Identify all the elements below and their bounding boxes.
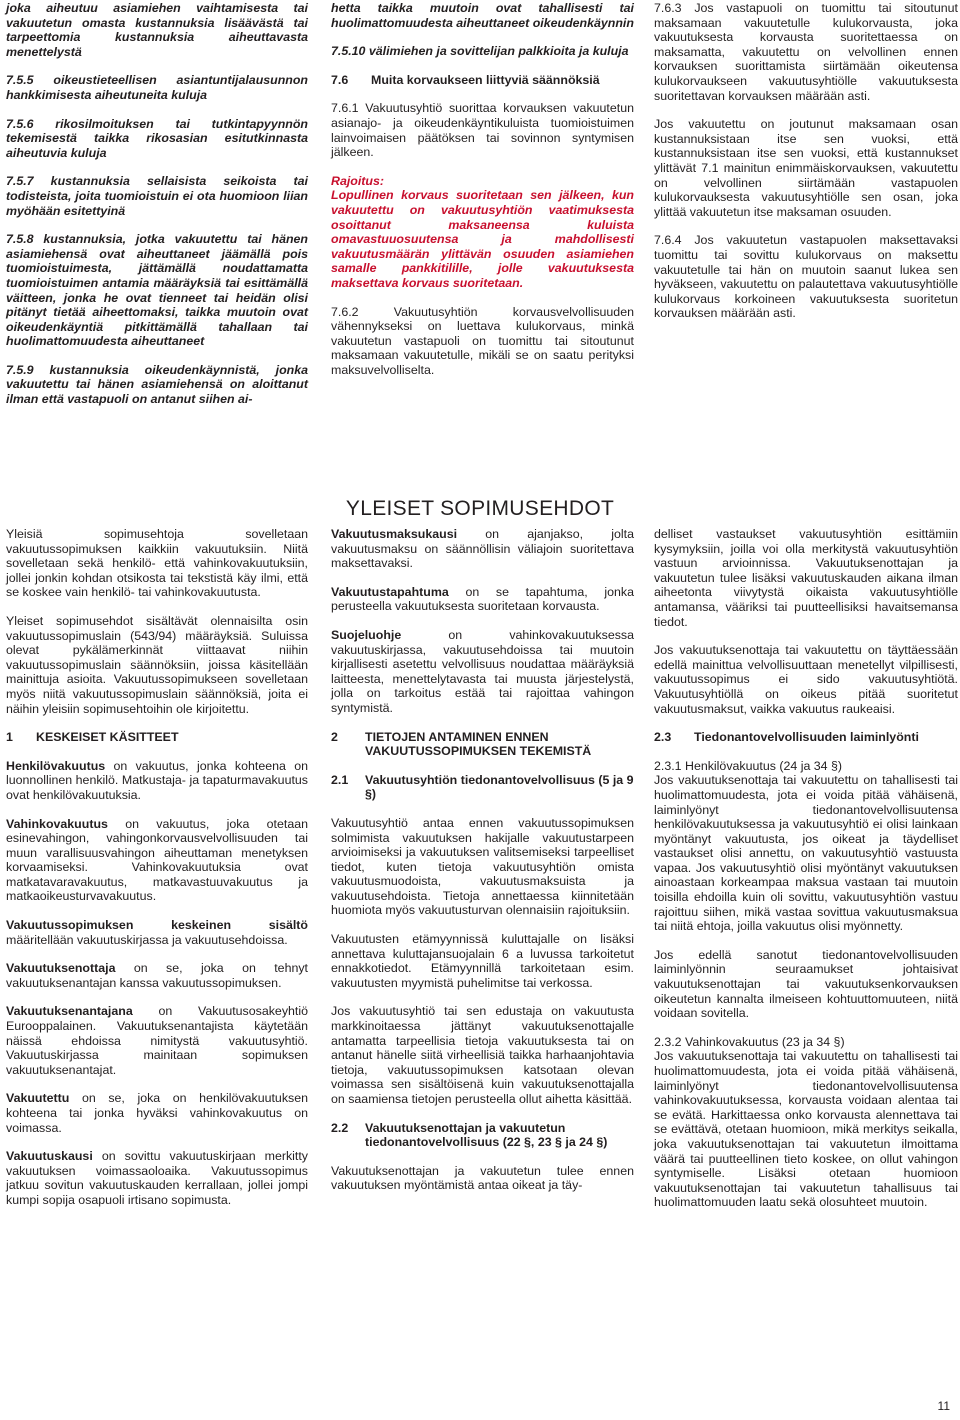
section-heading [654,730,958,745]
restriction-note [331,174,634,291]
definition [6,1004,308,1077]
heading-number: 2.1 [331,772,349,787]
paragraph-text: 7.6.1 Vakuutusyhtiö suorittaa korvauksen vakuutetun asianajo- ja oikeudenkäyntikuluista tuomioistuimen lainvoimaisen päätöksen tai sovinnon syntymisen jälkeen. [331,101,634,160]
paragraph [654,948,958,1021]
page-number: 11 [937,1399,950,1413]
restriction-text: Lopullinen korvaus suoritetaan sen jälkeen, kun vakuutettu on vakuutusyhtiön vaatimuksesta osoittanut maksaneensa kuluista omavastuuosuutensa ja mahdollisesti vakuutusmäärän ylittävän osuuden asiamiehen samalle pankkitilille, jolle vakuutuksesta maksettava korvaus suoritetaan. [331,188,634,290]
definition-term: Vakuutusmaksukausi [331,527,458,541]
heading-text: Tiedonantovelvollisuuden laiminlyönti [694,730,919,745]
italic-clause: 7.5.6 rikosilmoituksen tai tutkintapyynnön tekemisestä taikka rikosasian esitutkinnasta aiheutuvia kuluja [6,116,308,160]
bottom-column-3 [654,527,958,1224]
definition [6,918,308,947]
paragraph [331,1004,634,1106]
paragraph [654,527,958,629]
definition-text: on ajanjakso, jolta vakuutusmaksu on säännöllisin väliajoin suoritettava maksettavaksi. [331,527,634,571]
paragraph-text: Vakuutusyhtiö antaa ennen vakuutussopimuksen solmimista vakuutuksen hakijalle vakuutustarpeen arvioimiseksi ja vakuutuksen valitsemiseksi tarpeelliset tiedot, kuten tietoja vakuutusyhtiön omista vakuutusmuodoista, vakuutusmaksuista ja vakuutusehdoista. Tietoja annettaessa kiinnitetään huomiota myös vakuutusturvan olennaisiin rajoituksiin. [331,815,634,918]
definition-term: Vahinkovakuutus [6,816,108,831]
section-heading [331,73,634,88]
paragraph [654,1,958,103]
paragraph-text: 2.3.1 Henkilövakuutus (24 ja 34 §) [654,758,843,773]
paragraph-text: Yleisiä sopimusehtoja sovelletaan vakuutussopimuksen kaikkiin vakuutuksiin. Niitä sovelletaan sekä henkilö- että vahinkovakuutuksiin, jollei jonkin kohdan otsikosta tai tekstistä käy ilmi, että se koskee vain henkilö- tai vahinkovakuutusta. [6,527,308,600]
paragraph [331,932,634,990]
paragraph-text: 7.6.4 Jos vakuutetun vastapuolen maksettavaksi tuomittu tai sovittu kulukorvaus on maksettu vakuutetulle tai hän on muutoin saanut lukea sen hyväkseen, vakuutettu on palautettava vakuutusyhtiölle kulukorvaus korkoineen vakuutuksesta suoritetun korvauksen määrään asti. [654,233,958,321]
paragraph-text: Jos vakuutusyhtiö tai sen edustaja on vakuutusta markkinoitaessa jättänyt vakuutuksenottajalle antamatta tarpeellisia tietoja vakuutuksesta tai on antanut hänelle siitä virheellisiä taikka harhaanjohtavia tietoja, vakuutussopimuksen katsotaan olevan voimassa sen sisältöisenä kuin vakuutuksenottajalla on saamiensa tietojen perusteella ollut aihetta käsittää. [331,1004,634,1106]
section-heading [331,1121,634,1150]
paragraph-text: Jos vakuutuksenottaja tai vakuutettu on tahallisesti tai huolimattomuudesta, jota ei voida pitää vähäisenä, laiminlyönyt tiedonantovelvollisuutensa vahinkovakuutuksessa, korvausta voidaan alentaa tai se evätä. Harkittaessa onko korvausta alennettava tai se evättävä, otetaan huomioon, mikä merkitys seikalla, joka vakuutuksenottajan tai vakuutetun ilmoittama väärä tai puutteellinen tieto koskee, on ollut vahingon syntymiselle. Lisäksi otetaan huomioon vakuutuksenottajan tai vakuutetun tahallisuus tai huolimattomuuden laatu sekä olosuhteet muutoin. [654,1049,958,1210]
heading-number: 2.2 [331,1120,349,1135]
definition [331,585,634,614]
heading-text: KESKEISET KÄSITTEET [36,730,179,745]
paragraph [654,233,958,321]
definition-term: Henkilövakuutus [6,758,106,773]
paragraph-text: Jos vakuutuksenottaja tai vakuutettu on tahallisesti tai huolimattomuudesta, jota ei voida pitää vähäisenä, laiminlyönyt tiedonantovelvollisuutensa henkilövakuutuksessa ja vakuutusyhtiö ei olisi lainkaan myöntänyt vakuutusta, jos oikeat ja täydelliset vastaukset olisi annettu, on vakuutusyhtiö vastuusta vapaa. Jos vakuutusyhtiö olisi myöntänyt vakuutuksen ainoastaan korkeampaa maksua vastaan tai muutoin toisilla ehdoilla kuin oli sovittu, vakuutusyhtiön vastuu rajoittuu siihen, mikä vastaa sovittua vakuutusmaksua tai niitä ehtoja, joilla vakuutus olisi myönnetty. [654,773,958,934]
paragraph-text: Jos edellä sanotut tiedonantovelvollisuuden laiminlyönnin seuraamukset johtaisivat vakuutuksenottajan tai vakuutuksenkorvauksen oikeutetun kannalta ilmeiseen kohtuuttomuuteen, niitä voidaan sovitella. [654,947,958,1021]
paragraph [654,1035,958,1210]
bottom-column-1 [6,527,308,1222]
heading-number: 2.3 [654,730,672,745]
definition [6,817,308,905]
definition [6,1149,308,1207]
paragraph [654,643,958,716]
definition-text: on vahinkovakuutuksessa vakuutuskirjassa, vakuutusehdoissa tai muutoin kirjallisesti asetettu velvollisuus noudattaa määräyksiä laitteesta, menettelytavasta tai muusta järjestelystä, jolla on tarkoitus estää tai rajoittaa vahingon syntymistä. [331,627,634,715]
section-heading [6,730,308,745]
definition-text: on sovittu vakuutuskirjaan merkitty vakuutuksen voimassaoloaika. Vakuutussopimus jatkuu sovitun vakuutuskauden kerrallaan, jollei jompi kumpi sopija osapuoli irtisano sopimusta. [6,1149,308,1207]
italic-clause: joka aiheutuu asiamiehen vaihtamisesta tai vakuutetun omasta kustannuksia lisäävästä tai tarpeettomia kustannuksia aiheuttavasta menettelystä [6,1,308,59]
definition-text: on vakuutus, jonka kohteena on luonnollinen henkilö. Matkustaja- ja tapaturmavakuutus ovat henkilövakuutuksia. [6,758,308,802]
italic-clause: 7.5.9 kustannuksia oikeudenkäynnistä, jonka vakuutettu tai hänen asiamiehensä on aloittanut ilman että vastapuoli on antanut siihen ai- [6,362,308,407]
heading-number: 7.6 [331,72,349,87]
definition-text: on vakuutus, joka otetaan esinevahingon, vahingonkorvausvelvollisuuden tai muun varallisuusvahingon aiheuttaman menetyksen korvaamiseksi. Vahinkovakuutuksia ovat matkatavaravakuutus, matkavastuuvakuutus ja matkaoikeusturvavakuutus. [6,816,308,904]
heading-text: Vakuutusyhtiön tiedonantovelvollisuus (5 ja 9 §) [365,772,634,802]
italic-clause: 7.5.7 kustannuksia sellaisista seikoista tai todisteista, joita tuomioistuin ei ota huomioon liian myöhään esitettyinä [6,174,308,218]
bottom-column-2 [331,527,634,1207]
italic-clause: 7.5.5 oikeustieteellisen asiantuntijalausunnon hankkimisesta aiheutuneita kuluja [6,73,308,102]
paragraph [331,1164,634,1193]
definition [331,628,634,716]
paragraph-text: Jos vakuutuksenottaja tai vakuutettu on täyttäessään edellä mainittua velvollisuuttaan menetellyt vilpillisesti, vakuutussopimus ei sido vakuutusyhtiötä. Vakuutusyhtiöllä on oikeus pitää suoritetut vakuutusmaksut, vaikka vakuutus raukeaisi. [654,643,958,716]
definition [6,961,308,990]
heading-number: 1 [6,730,13,745]
restriction-label: Rajoitus: [331,173,385,188]
paragraph [331,305,634,378]
definition-text: on Vakuutusosakeyhtiö Eurooppalainen. Vakuutuksenantajista käytetään näissä ehdoissa nimitystä vakuutusyhtiö. Vakuutuskirjassa mainitaan sopimuksen vakuutuksenantajat. [6,1004,308,1077]
definition-term: Vakuutussopimuksen keskeinen sisältö [6,918,308,933]
paragraph-text: Jos vakuutettu on joutunut maksamaan osan kustannuksistaan itse sen vuoksi, että kustannuksistaan itse sen vuoksi, että kustannukset ylittävät 7.1 mainitun enimmäiskorvauksen, vakuutettu on velvollinen siirtämään vastapuolen kulukorvauksesta vakuutusyhtiölle sen osan, joka ylittää vakuutetun itse maksaman osuuden. [654,117,958,219]
paragraph [654,759,958,934]
heading-text: Muita korvaukseen liittyviä säännöksiä [371,72,600,87]
italic-clause: hetta taikka muutoin ovat tahallisesti tai huolimattomuudesta aiheuttaneet oikeudenkäynnin [331,1,634,30]
paragraph-text: delliset vastaukset vakuutusyhtiön esittämiin kysymyksiin, joilla voi olla merkitystä vakuutusyhtiön vastuun arvioinnissa. Vakuutuksenottajan ja vakuutetun tulee lisäksi vakuutuskauden aikana ilman aiheetonta viivytystä oikaista vakuutusyhtiölle antamansa, vääriksi tai puutteellisiksi havaitsemansa tiedot. [654,527,958,629]
section-heading [331,730,634,759]
definition [6,1091,308,1135]
heading-number: 2 [331,729,338,744]
top-column-2 [331,1,634,391]
paragraph-text: 7.6.2 Vakuutusyhtiön korvausvelvollisuuden vähennykseksi on luettava kulukorvaus, minkä vakuutetun vastapuoli on tuomittu tai sitoutunut maksamaan vakuutetulle, mikäli se on saatu perityksi maksuvelvolliselta. [331,304,634,377]
paragraph-text: 7.6.3 Jos vastapuoli on tuomittu tai sitoutunut maksamaan vakuutetulle kulukorvausta, joka vakuutuksesta korvausta suoritettaessa on maksamatta, vakuutettu on velvollinen ennen korvauksen suorittamista siirtämään oikeutensa kulukorvaukseen vakuutusyhtiölle vakuutuksesta suoritettavan korvauksen määrään asti. [654,1,958,103]
definition-text: on se, joka on henkilövakuutuksen kohteena tai jonka hyväksi vahinkovakuutus on voimassa. [6,1091,308,1135]
definition-term: Vakuutettu [6,1091,70,1106]
definition-text: määritellään vakuutuskirjassa ja vakuutusehdoissa. [6,932,288,947]
definition-term: Vakuutustapahtuma [331,584,449,599]
paragraph [6,614,308,716]
top-column-3 [654,1,958,335]
paragraph-text: Vakuutusten etämyynnissä kuluttajalle on lisäksi annettava kuluttajansuojalain 6 a luvussa tarkoitetut ennakkotiedot. Etämyynnillä tarkoitetaan esim. vakuutusten myymistä puhelimitse tai verkossa. [331,932,634,990]
definition [6,759,308,803]
section-title: YLEISET SOPIMUSEHDOT [345,497,615,521]
paragraph-text: Yleiset sopimusehdot sisältävät olennaisilta osin vakuutussopimuslain (543/94) määräyksiä. Suluissa olevat pykälämerkinnät viittaavat niihin vakuutussopimuslain säännöksiin, joissa käsitellään mainittuja asioita. Vakuutussopimukseen sovelletaan myös niitä vakuutussopimuslain säännöksiä, joita ei näihin yleisiin sopimusehtoihin ole kirjoitettu. [6,613,308,716]
definition-text: on se tapahtuma, jonka perusteella vakuutuksesta suoritetaan korvausta. [331,584,634,614]
italic-clause: 7.5.10 välimiehen ja sovittelijan palkkioita ja kuluja [331,44,629,59]
definition-text: on se, joka on tehnyt vakuutuksenantajan kanssa vakuutussopimuksen. [6,961,308,990]
definition [331,527,634,571]
italic-clause: 7.5.8 kustannuksia, jotka vakuutettu tai hänen asiamiehensä ovat aiheuttaneet jäämällä pois tuomioistuimesta, jättämällä noudattamatta tuomioistuimen antamia määräyksiä tai esittämällä väitteen, jonka he ovat tienneet tai heidän olisi pitänyt tietää aiheettomaksi, taikka muutoin ovat oikeudenkäyntiä pitkittämällä tahallaan tai huolimattomuudesta aiheuttaneet [6,232,308,349]
heading-text: Vakuutuksenottajan ja vakuutetun tiedonantovelvollisuus (22 §, 23 § ja 24 §) [365,1120,608,1150]
paragraph [6,527,308,600]
definition-term: Vakuutuksenantajana [6,1004,133,1019]
section-heading [331,773,634,802]
paragraph [654,117,958,219]
definition-term: Vakuutuksenottaja [6,961,116,976]
top-column-1 [6,1,308,421]
paragraph [331,816,634,918]
paragraph [331,101,634,159]
paragraph-text: 2.3.2 Vahinkovakuutus (23 ja 34 §) [654,1034,845,1049]
definition-term: Vakuutuskausi [6,1149,93,1164]
heading-text: TIETOJEN ANTAMINEN ENNEN VAKUUTUSSOPIMUKSEN TEKEMISTÄ [365,729,592,759]
paragraph-text: Vakuutuksenottajan ja vakuutetun tulee ennen vakuutuksen myöntämistä antaa oikeat ja täy- [331,1163,634,1193]
definition-term: Suojeluohje [331,627,402,642]
